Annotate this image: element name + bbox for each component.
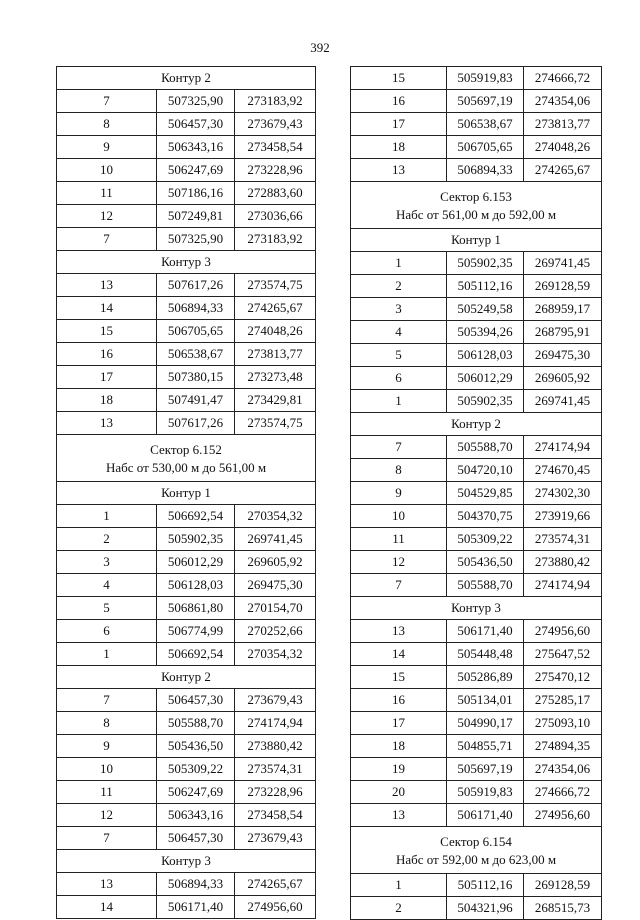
y-coordinate-cell: 274174,94 xyxy=(524,436,602,459)
table-row xyxy=(351,436,602,459)
point-number-cell: 2 xyxy=(351,275,447,298)
point-number-cell: 7 xyxy=(57,90,157,113)
x-coordinate-cell: 506894,33 xyxy=(157,873,235,896)
x-coordinate-cell: 506692,54 xyxy=(157,643,235,666)
point-number-cell: 11 xyxy=(351,528,447,551)
table-row xyxy=(351,275,602,298)
y-coordinate-cell: 275470,12 xyxy=(524,666,602,689)
y-coordinate-cell: 269475,30 xyxy=(524,344,602,367)
table-row xyxy=(57,574,316,597)
point-number-cell: 7 xyxy=(351,436,447,459)
y-coordinate-cell: 275093,10 xyxy=(524,712,602,735)
y-coordinate-cell: 273429,81 xyxy=(235,389,316,412)
table-row xyxy=(351,620,602,643)
y-coordinate-cell: 273813,77 xyxy=(524,113,602,136)
point-number-cell: 5 xyxy=(57,597,157,620)
y-coordinate-cell: 273183,92 xyxy=(235,90,316,113)
table-row xyxy=(351,90,602,113)
point-number-cell: 19 xyxy=(351,758,447,781)
table-row xyxy=(57,412,316,435)
contour-header-row xyxy=(57,666,316,689)
table-row xyxy=(57,712,316,735)
coordinates-table-left xyxy=(56,66,316,919)
point-number-cell: 8 xyxy=(351,459,447,482)
point-number-cell: 6 xyxy=(351,367,447,390)
table-row xyxy=(57,620,316,643)
point-number-cell: 15 xyxy=(351,666,447,689)
table-row xyxy=(351,252,602,275)
point-number-cell: 16 xyxy=(351,90,447,113)
sector-heading xyxy=(351,182,602,229)
contour-title: Контур 1 xyxy=(351,229,602,252)
table-row xyxy=(57,90,316,113)
sector-heading xyxy=(351,827,602,874)
contour-header-row xyxy=(57,850,316,873)
y-coordinate-cell: 274354,06 xyxy=(524,758,602,781)
table-row xyxy=(57,320,316,343)
y-coordinate-cell: 273679,43 xyxy=(235,827,316,850)
x-coordinate-cell: 507186,16 xyxy=(157,182,235,205)
x-coordinate-cell: 505249,58 xyxy=(447,298,524,321)
contour-title: Контур 3 xyxy=(351,597,602,620)
y-coordinate-cell: 274302,30 xyxy=(524,482,602,505)
point-number-cell: 20 xyxy=(351,781,447,804)
x-coordinate-cell: 504321,96 xyxy=(447,897,524,920)
table-row xyxy=(57,896,316,919)
table-row xyxy=(351,528,602,551)
sector-header-row xyxy=(351,182,602,229)
x-coordinate-cell: 506538,67 xyxy=(447,113,524,136)
y-coordinate-cell: 269741,45 xyxy=(524,252,602,275)
point-number-cell: 4 xyxy=(351,321,447,344)
x-coordinate-cell: 505436,50 xyxy=(447,551,524,574)
table-row xyxy=(351,390,602,413)
table-row xyxy=(351,551,602,574)
y-coordinate-cell: 270252,66 xyxy=(235,620,316,643)
x-coordinate-cell: 505588,70 xyxy=(157,712,235,735)
y-coordinate-cell: 274265,67 xyxy=(524,159,602,182)
x-coordinate-cell: 507617,26 xyxy=(157,274,235,297)
x-coordinate-cell: 507325,90 xyxy=(157,90,235,113)
x-coordinate-cell: 505902,35 xyxy=(447,252,524,275)
contour-title: Контур 3 xyxy=(57,251,316,274)
x-coordinate-cell: 505697,19 xyxy=(447,758,524,781)
sector-heading xyxy=(57,435,316,482)
point-number-cell: 17 xyxy=(351,113,447,136)
left-column xyxy=(56,66,315,919)
point-number-cell: 8 xyxy=(57,113,157,136)
x-coordinate-cell: 506171,40 xyxy=(447,620,524,643)
contour-title: Контур 2 xyxy=(57,666,316,689)
table-row xyxy=(57,182,316,205)
x-coordinate-cell: 507249,81 xyxy=(157,205,235,228)
table-row xyxy=(351,897,602,920)
x-coordinate-cell: 505286,89 xyxy=(447,666,524,689)
point-number-cell: 7 xyxy=(351,574,447,597)
point-number-cell: 2 xyxy=(351,897,447,920)
y-coordinate-cell: 273919,66 xyxy=(524,505,602,528)
x-coordinate-cell: 506171,40 xyxy=(447,804,524,827)
x-coordinate-cell: 504990,17 xyxy=(447,712,524,735)
x-coordinate-cell: 506343,16 xyxy=(157,136,235,159)
point-number-cell: 1 xyxy=(351,252,447,275)
point-number-cell: 14 xyxy=(351,643,447,666)
table-body-right xyxy=(351,67,602,920)
y-coordinate-cell: 274174,94 xyxy=(524,574,602,597)
y-coordinate-cell: 268795,91 xyxy=(524,321,602,344)
point-number-cell: 11 xyxy=(57,781,157,804)
x-coordinate-cell: 505588,70 xyxy=(447,574,524,597)
table-row xyxy=(351,758,602,781)
x-coordinate-cell: 505448,48 xyxy=(447,643,524,666)
point-number-cell: 15 xyxy=(57,320,157,343)
point-number-cell: 3 xyxy=(57,551,157,574)
table-row xyxy=(351,367,602,390)
y-coordinate-cell: 269741,45 xyxy=(235,528,316,551)
y-coordinate-cell: 274174,94 xyxy=(235,712,316,735)
y-coordinate-cell: 273574,31 xyxy=(524,528,602,551)
y-coordinate-cell: 274666,72 xyxy=(524,67,602,90)
y-coordinate-cell: 275285,17 xyxy=(524,689,602,712)
coordinates-table-right xyxy=(350,66,602,920)
y-coordinate-cell: 273813,77 xyxy=(235,343,316,366)
table-row xyxy=(57,551,316,574)
table-row xyxy=(57,366,316,389)
y-coordinate-cell: 273228,96 xyxy=(235,159,316,182)
table-row xyxy=(351,735,602,758)
contour-header-row xyxy=(57,482,316,505)
table-row xyxy=(57,136,316,159)
x-coordinate-cell: 504855,71 xyxy=(447,735,524,758)
table-row xyxy=(57,297,316,320)
contour-header-row xyxy=(57,67,316,90)
y-coordinate-cell: 270354,32 xyxy=(235,505,316,528)
table-row xyxy=(57,804,316,827)
x-coordinate-cell: 505112,16 xyxy=(447,275,524,298)
contour-title: Контур 2 xyxy=(57,67,316,90)
y-coordinate-cell: 269475,30 xyxy=(235,574,316,597)
y-coordinate-cell: 274894,35 xyxy=(524,735,602,758)
table-row xyxy=(351,804,602,827)
sector-title: Сектор 6.153 xyxy=(440,189,512,204)
x-coordinate-cell: 507617,26 xyxy=(157,412,235,435)
table-row xyxy=(351,298,602,321)
table-row xyxy=(351,643,602,666)
point-number-cell: 7 xyxy=(57,827,157,850)
x-coordinate-cell: 504720,10 xyxy=(447,459,524,482)
y-coordinate-cell: 274354,06 xyxy=(524,90,602,113)
point-number-cell: 6 xyxy=(57,620,157,643)
y-coordinate-cell: 273183,92 xyxy=(235,228,316,251)
point-number-cell: 9 xyxy=(57,735,157,758)
point-number-cell: 17 xyxy=(351,712,447,735)
point-number-cell: 18 xyxy=(57,389,157,412)
point-number-cell: 7 xyxy=(57,228,157,251)
x-coordinate-cell: 505309,22 xyxy=(157,758,235,781)
table-row xyxy=(57,827,316,850)
y-coordinate-cell: 269128,59 xyxy=(524,874,602,897)
y-coordinate-cell: 273273,48 xyxy=(235,366,316,389)
point-number-cell: 9 xyxy=(351,482,447,505)
sector-title: Сектор 6.152 xyxy=(150,442,222,457)
y-coordinate-cell: 273036,66 xyxy=(235,205,316,228)
x-coordinate-cell: 505588,70 xyxy=(447,436,524,459)
point-number-cell: 10 xyxy=(57,758,157,781)
point-number-cell: 5 xyxy=(351,344,447,367)
point-number-cell: 14 xyxy=(57,896,157,919)
x-coordinate-cell: 506861,80 xyxy=(157,597,235,620)
y-coordinate-cell: 273574,75 xyxy=(235,274,316,297)
x-coordinate-cell: 505309,22 xyxy=(447,528,524,551)
point-number-cell: 1 xyxy=(57,505,157,528)
point-number-cell: 18 xyxy=(351,735,447,758)
y-coordinate-cell: 272883,60 xyxy=(235,182,316,205)
table-row xyxy=(351,505,602,528)
point-number-cell: 2 xyxy=(57,528,157,551)
x-coordinate-cell: 506692,54 xyxy=(157,505,235,528)
contour-title: Контур 1 xyxy=(57,482,316,505)
x-coordinate-cell: 506128,03 xyxy=(447,344,524,367)
y-coordinate-cell: 273574,31 xyxy=(235,758,316,781)
x-coordinate-cell: 506247,69 xyxy=(157,781,235,804)
x-coordinate-cell: 507380,15 xyxy=(157,366,235,389)
y-coordinate-cell: 268515,73 xyxy=(524,897,602,920)
point-number-cell: 10 xyxy=(57,159,157,182)
table-row xyxy=(57,735,316,758)
point-number-cell: 16 xyxy=(57,343,157,366)
y-coordinate-cell: 269741,45 xyxy=(524,390,602,413)
table-row xyxy=(57,758,316,781)
table-row xyxy=(57,528,316,551)
table-row xyxy=(57,643,316,666)
table-row xyxy=(351,482,602,505)
point-number-cell: 12 xyxy=(57,804,157,827)
point-number-cell: 9 xyxy=(57,136,157,159)
x-coordinate-cell: 506457,30 xyxy=(157,689,235,712)
table-row xyxy=(57,274,316,297)
x-coordinate-cell: 506012,29 xyxy=(447,367,524,390)
y-coordinate-cell: 273228,96 xyxy=(235,781,316,804)
table-row xyxy=(57,343,316,366)
x-coordinate-cell: 506705,65 xyxy=(157,320,235,343)
table-row xyxy=(57,113,316,136)
x-coordinate-cell: 505902,35 xyxy=(157,528,235,551)
y-coordinate-cell: 273880,42 xyxy=(524,551,602,574)
y-coordinate-cell: 273679,43 xyxy=(235,689,316,712)
point-number-cell: 13 xyxy=(351,620,447,643)
y-coordinate-cell: 273880,42 xyxy=(235,735,316,758)
x-coordinate-cell: 506343,16 xyxy=(157,804,235,827)
point-number-cell: 13 xyxy=(57,412,157,435)
point-number-cell: 18 xyxy=(351,136,447,159)
contour-header-row xyxy=(351,597,602,620)
point-number-cell: 11 xyxy=(57,182,157,205)
table-row xyxy=(57,205,316,228)
x-coordinate-cell: 506171,40 xyxy=(157,896,235,919)
point-number-cell: 16 xyxy=(351,689,447,712)
point-number-cell: 12 xyxy=(351,551,447,574)
point-number-cell: 8 xyxy=(57,712,157,735)
table-row xyxy=(351,781,602,804)
y-coordinate-cell: 269128,59 xyxy=(524,275,602,298)
y-coordinate-cell: 275647,52 xyxy=(524,643,602,666)
point-number-cell: 14 xyxy=(57,297,157,320)
x-coordinate-cell: 505394,26 xyxy=(447,321,524,344)
point-number-cell: 7 xyxy=(57,689,157,712)
table-row xyxy=(351,136,602,159)
x-coordinate-cell: 507325,90 xyxy=(157,228,235,251)
table-row xyxy=(57,597,316,620)
point-number-cell: 4 xyxy=(57,574,157,597)
point-number-cell: 17 xyxy=(57,366,157,389)
x-coordinate-cell: 506894,33 xyxy=(157,297,235,320)
point-number-cell: 12 xyxy=(57,205,157,228)
x-coordinate-cell: 505919,83 xyxy=(447,67,524,90)
point-number-cell: 13 xyxy=(351,159,447,182)
y-coordinate-cell: 274048,26 xyxy=(524,136,602,159)
y-coordinate-cell: 274048,26 xyxy=(235,320,316,343)
y-coordinate-cell: 273458,54 xyxy=(235,136,316,159)
y-coordinate-cell: 273574,75 xyxy=(235,412,316,435)
y-coordinate-cell: 274666,72 xyxy=(524,781,602,804)
y-coordinate-cell: 269605,92 xyxy=(235,551,316,574)
x-coordinate-cell: 505112,16 xyxy=(447,874,524,897)
table-row xyxy=(351,113,602,136)
table-row xyxy=(351,344,602,367)
contour-header-row xyxy=(57,251,316,274)
table-row xyxy=(57,873,316,896)
table-row xyxy=(351,67,602,90)
y-coordinate-cell: 274956,60 xyxy=(235,896,316,919)
contour-title: Контур 3 xyxy=(57,850,316,873)
y-coordinate-cell: 274956,60 xyxy=(524,620,602,643)
table-row xyxy=(351,712,602,735)
table-row xyxy=(351,321,602,344)
point-number-cell: 13 xyxy=(57,873,157,896)
point-number-cell: 1 xyxy=(351,390,447,413)
y-coordinate-cell: 274670,45 xyxy=(524,459,602,482)
table-row xyxy=(57,159,316,182)
point-number-cell: 13 xyxy=(57,274,157,297)
sector-altitude-range: Набс от 592,00 м до 623,00 м xyxy=(395,852,557,867)
point-number-cell: 1 xyxy=(57,643,157,666)
y-coordinate-cell: 274956,60 xyxy=(524,804,602,827)
y-coordinate-cell: 273458,54 xyxy=(235,804,316,827)
sector-header-row xyxy=(57,435,316,482)
point-number-cell: 13 xyxy=(351,804,447,827)
table-row xyxy=(57,689,316,712)
sector-header-row xyxy=(351,827,602,874)
x-coordinate-cell: 506247,69 xyxy=(157,159,235,182)
point-number-cell: 3 xyxy=(351,298,447,321)
x-coordinate-cell: 506705,65 xyxy=(447,136,524,159)
x-coordinate-cell: 506457,30 xyxy=(157,827,235,850)
sector-title: Сектор 6.154 xyxy=(440,834,512,849)
table-row xyxy=(57,505,316,528)
x-coordinate-cell: 506774,99 xyxy=(157,620,235,643)
x-coordinate-cell: 505697,19 xyxy=(447,90,524,113)
table-row xyxy=(351,874,602,897)
y-coordinate-cell: 268959,17 xyxy=(524,298,602,321)
contour-header-row xyxy=(351,413,602,436)
table-row xyxy=(351,574,602,597)
contour-title: Контур 2 xyxy=(351,413,602,436)
contour-header-row xyxy=(351,229,602,252)
x-coordinate-cell: 507491,47 xyxy=(157,389,235,412)
x-coordinate-cell: 505902,35 xyxy=(447,390,524,413)
sector-altitude-range: Набс от 561,00 м до 592,00 м xyxy=(395,207,557,222)
y-coordinate-cell: 273679,43 xyxy=(235,113,316,136)
table-row xyxy=(57,228,316,251)
y-coordinate-cell: 274265,67 xyxy=(235,297,316,320)
x-coordinate-cell: 506894,33 xyxy=(447,159,524,182)
table-row xyxy=(351,159,602,182)
table-row xyxy=(57,781,316,804)
table-row xyxy=(351,459,602,482)
x-coordinate-cell: 504370,75 xyxy=(447,505,524,528)
x-coordinate-cell: 505436,50 xyxy=(157,735,235,758)
right-column xyxy=(350,66,601,920)
y-coordinate-cell: 270154,70 xyxy=(235,597,316,620)
x-coordinate-cell: 506012,29 xyxy=(157,551,235,574)
table-row xyxy=(57,389,316,412)
x-coordinate-cell: 506538,67 xyxy=(157,343,235,366)
point-number-cell: 15 xyxy=(351,67,447,90)
y-coordinate-cell: 269605,92 xyxy=(524,367,602,390)
x-coordinate-cell: 506128,03 xyxy=(157,574,235,597)
x-coordinate-cell: 504529,85 xyxy=(447,482,524,505)
table-row xyxy=(351,689,602,712)
point-number-cell: 10 xyxy=(351,505,447,528)
y-coordinate-cell: 270354,32 xyxy=(235,643,316,666)
x-coordinate-cell: 506457,30 xyxy=(157,113,235,136)
y-coordinate-cell: 274265,67 xyxy=(235,873,316,896)
table-body-left xyxy=(57,67,316,919)
page-number: 392 xyxy=(310,40,330,55)
point-number-cell: 1 xyxy=(351,874,447,897)
x-coordinate-cell: 505134,01 xyxy=(447,689,524,712)
sector-altitude-range: Набс от 530,00 м до 561,00 м xyxy=(105,460,267,475)
x-coordinate-cell: 505919,83 xyxy=(447,781,524,804)
table-row xyxy=(351,666,602,689)
